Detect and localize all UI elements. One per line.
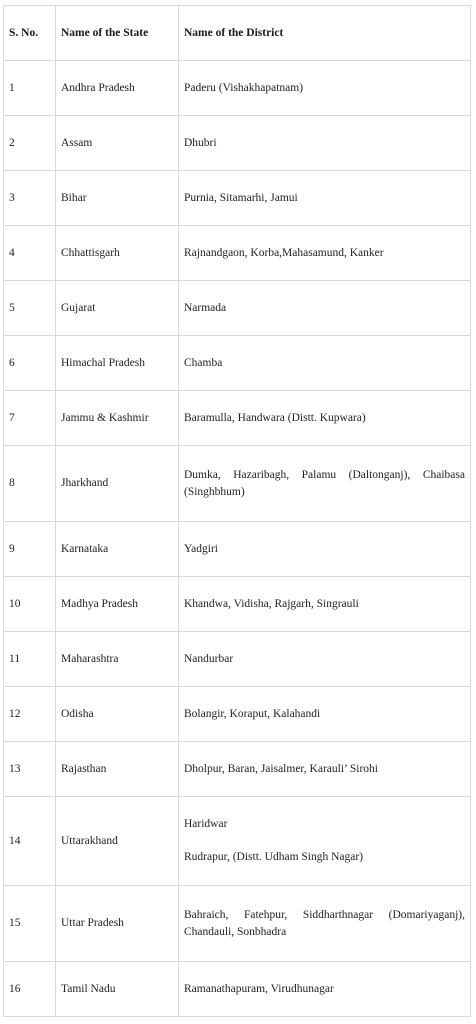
- cell-sno: 2: [4, 116, 56, 171]
- header-district: Name of the District: [179, 6, 471, 61]
- cell-state: Jammu & Kashmir: [56, 391, 179, 446]
- cell-district: Rajnandgaon, Korba,Mahasamund, Kanker: [179, 226, 471, 281]
- cell-district: Khandwa, Vidisha, Rajgarh, Singrauli: [179, 577, 471, 632]
- cell-sno: 4: [4, 226, 56, 281]
- table-row: [4, 391, 471, 446]
- cell-district: Dholpur, Baran, Jaisalmer, Karauli’ Sirohi: [179, 742, 471, 797]
- table-row: [4, 577, 471, 632]
- table-row: [4, 797, 471, 886]
- district-line: Rudrapur, (Distt. Udham Singh Nagar): [184, 851, 364, 863]
- cell-state: Andhra Pradesh: [56, 61, 179, 116]
- table-row: [4, 61, 471, 116]
- cell-state: Tamil Nadu: [56, 962, 179, 1017]
- cell-district: Purnia, Sitamarhi, Jamui: [179, 171, 471, 226]
- cell-sno: 1: [4, 61, 56, 116]
- table-row: [4, 962, 471, 1017]
- cell-district: Bolangir, Koraput, Kalahandi: [179, 687, 471, 742]
- cell-sno: 13: [4, 742, 56, 797]
- table-header-row: [4, 6, 471, 61]
- cell-sno: 16: [4, 962, 56, 1017]
- district-line: Haridwar: [184, 818, 228, 830]
- cell-sno: 8: [4, 446, 56, 522]
- table-row: [4, 522, 471, 577]
- cell-sno: 6: [4, 336, 56, 391]
- cell-district: Dhubri: [179, 116, 471, 171]
- cell-district: Yadgiri: [179, 522, 471, 577]
- cell-state: Jharkhand: [56, 446, 179, 522]
- cell-district: Bahraich, Fatehpur, Siddharthnagar (Domariyaganj), Chandauli, Sonbhadra: [179, 886, 471, 962]
- cell-state: Chhattisgarh: [56, 226, 179, 281]
- table-row: [4, 886, 471, 962]
- header-sno: S. No.: [4, 6, 56, 61]
- cell-state: Bihar: [56, 171, 179, 226]
- cell-state: Gujarat: [56, 281, 179, 336]
- table-row: [4, 687, 471, 742]
- districts-table-container: [3, 5, 470, 1017]
- cell-district: Ramanathapuram, Virudhunagar: [179, 962, 471, 1017]
- cell-state: Himachal Pradesh: [56, 336, 179, 391]
- cell-sno: 11: [4, 632, 56, 687]
- table-row: [4, 116, 471, 171]
- table-row: [4, 446, 471, 522]
- cell-district: Narmada: [179, 281, 471, 336]
- cell-district: Baramulla, Handwara (Distt. Kupwara): [179, 391, 471, 446]
- cell-sno: 3: [4, 171, 56, 226]
- cell-state: Karnataka: [56, 522, 179, 577]
- table-row: [4, 226, 471, 281]
- cell-sno: 7: [4, 391, 56, 446]
- header-state: Name of the State: [56, 6, 179, 61]
- cell-district: Nandurbar: [179, 632, 471, 687]
- table-row: [4, 336, 471, 391]
- table-row: [4, 171, 471, 226]
- cell-sno: 15: [4, 886, 56, 962]
- table-row: [4, 281, 471, 336]
- cell-sno: 10: [4, 577, 56, 632]
- cell-state: Rajasthan: [56, 742, 179, 797]
- state-district-table: [3, 5, 471, 1017]
- cell-state: Uttar Pradesh: [56, 886, 179, 962]
- table-row: [4, 632, 471, 687]
- cell-state: Assam: [56, 116, 179, 171]
- cell-district: [179, 797, 471, 886]
- cell-state: Maharashtra: [56, 632, 179, 687]
- cell-state: Odisha: [56, 687, 179, 742]
- cell-sno: 12: [4, 687, 56, 742]
- cell-district: Paderu (Vishakhapatnam): [179, 61, 471, 116]
- cell-sno: 14: [4, 797, 56, 886]
- table-row: [4, 742, 471, 797]
- cell-sno: 5: [4, 281, 56, 336]
- cell-district: Chamba: [179, 336, 471, 391]
- cell-district: Dumka, Hazaribagh, Palamu (Daltonganj), Chaibasa (Singhbhum): [179, 446, 471, 522]
- cell-sno: 9: [4, 522, 56, 577]
- cell-state: Uttarakhand: [56, 797, 179, 886]
- cell-state: Madhya Pradesh: [56, 577, 179, 632]
